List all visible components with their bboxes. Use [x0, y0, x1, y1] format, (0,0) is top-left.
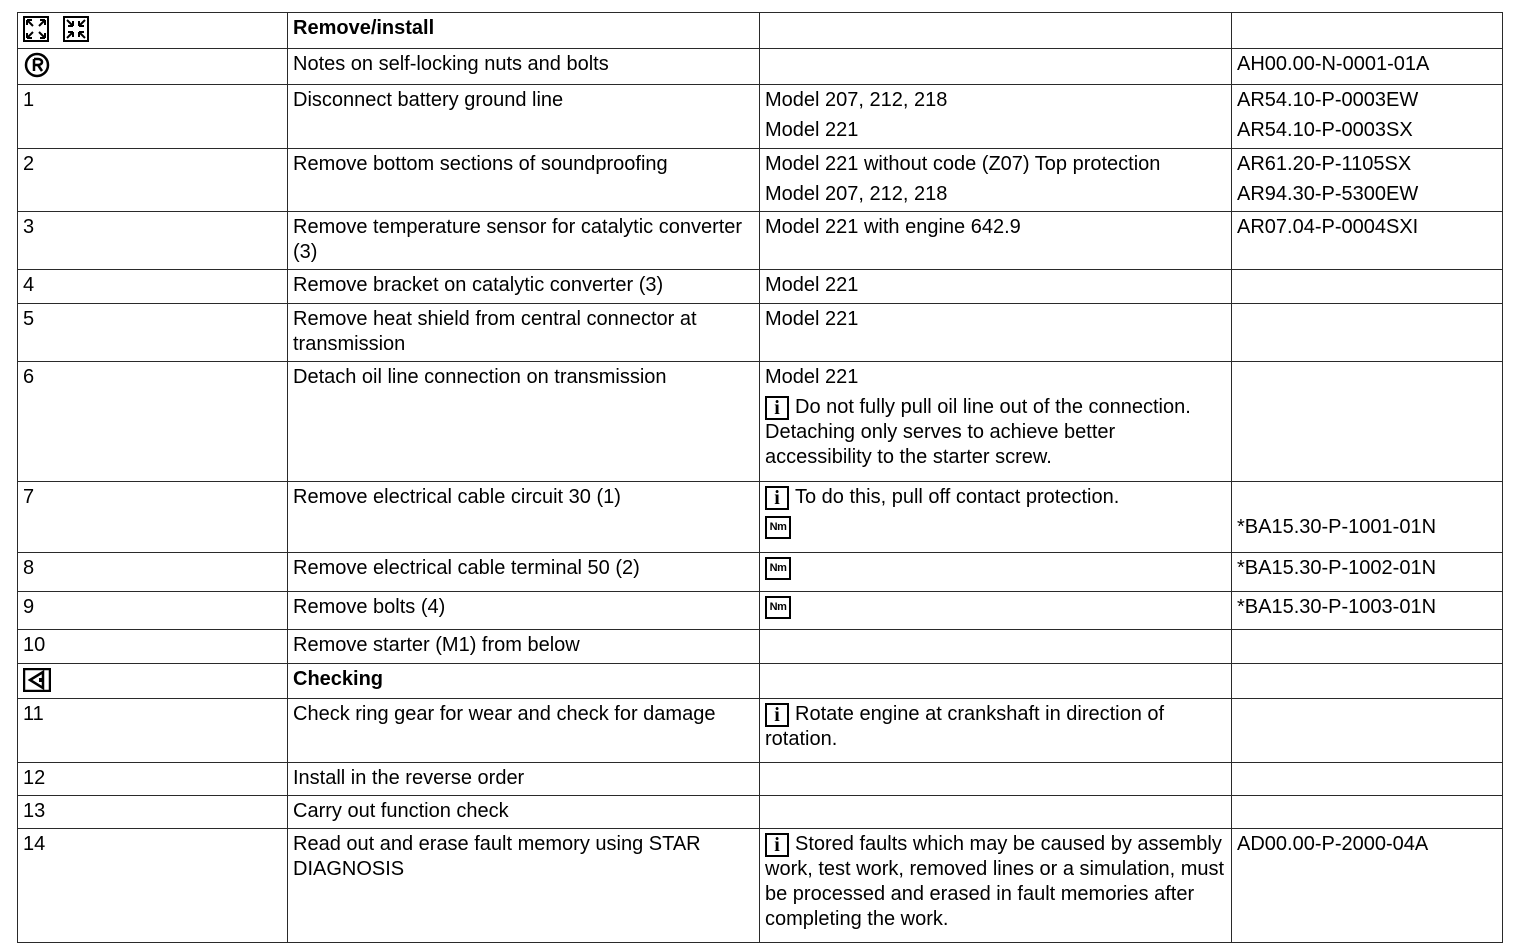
- step-references: [1232, 829, 1503, 943]
- step-number: 13: [18, 796, 288, 829]
- step-conditions: [760, 212, 1232, 270]
- note-text: To do this, pull off contact protection.: [795, 486, 1120, 508]
- empty-cell: [1232, 270, 1503, 304]
- reference-link[interactable]: *BA15.30-P-1003-01N: [1237, 596, 1437, 618]
- step-conditions: [760, 699, 1232, 763]
- table-row: [18, 796, 1503, 829]
- reference-link[interactable]: AR54.10-P-0003SX: [1237, 119, 1413, 141]
- reference-link[interactable]: AR07.04-P-0004SXI: [1237, 216, 1419, 238]
- table-row: [18, 362, 1503, 482]
- info-icon: i: [765, 703, 789, 727]
- step-conditions: [760, 482, 1232, 553]
- note-block: [765, 395, 1226, 470]
- notes-text: Notes on self-locking nuts and bolts: [288, 49, 760, 85]
- table-row: [18, 829, 1503, 943]
- condition: Model 221: [765, 119, 859, 141]
- step-conditions: [760, 592, 1232, 630]
- step-text: Remove bottom sections of soundproofing: [288, 149, 760, 212]
- step-conditions: [760, 553, 1232, 592]
- step-references: [1232, 85, 1503, 149]
- checking-title: Checking: [288, 664, 760, 699]
- table-row: [18, 85, 1503, 149]
- step-number: 5: [18, 304, 288, 362]
- empty-cell: [1232, 664, 1503, 699]
- empty-cell: [760, 49, 1232, 85]
- condition: Model 207, 212, 218: [765, 89, 948, 111]
- condition: Model 221: [765, 274, 859, 296]
- note-text: Do not fully pull oil line out of the connection. Detaching only serves to achieve better accessibility to the starter screw.: [765, 396, 1191, 468]
- table-row: [18, 212, 1503, 270]
- table-row: [18, 553, 1503, 592]
- table-row: [18, 763, 1503, 796]
- table-row-checking: [18, 664, 1503, 699]
- checking-icon-cell: [18, 664, 288, 699]
- empty-cell: [1232, 13, 1503, 49]
- note-block: [765, 485, 1226, 510]
- step-text: Remove bracket on catalytic converter (3): [288, 270, 760, 304]
- step-number: 1: [18, 85, 288, 149]
- step-references: [1232, 212, 1503, 270]
- empty-cell: [760, 763, 1232, 796]
- checking-icon: [23, 668, 51, 692]
- torque-icon[interactable]: Nm: [765, 596, 791, 619]
- step-text: Remove electrical cable terminal 50 (2): [288, 553, 760, 592]
- table-row: [18, 630, 1503, 664]
- info-icon: i: [765, 396, 789, 420]
- condition: Model 221 with engine 642.9: [765, 216, 1021, 238]
- table-row: [18, 482, 1503, 553]
- empty-cell: [1232, 796, 1503, 829]
- torque-icon[interactable]: Nm: [765, 516, 791, 539]
- reference-link[interactable]: *BA15.30-P-1001-01N: [1237, 516, 1437, 538]
- step-text: Detach oil line connection on transmission: [288, 362, 760, 482]
- step-references: [1232, 592, 1503, 630]
- step-text: Disconnect battery ground line: [288, 85, 760, 149]
- step-conditions: [760, 362, 1232, 482]
- install-icon: [63, 16, 89, 42]
- condition: Model 221: [765, 308, 859, 330]
- torque-line: [765, 515, 1226, 540]
- step-text: Read out and erase fault memory using STAR DIAGNOSIS: [288, 829, 760, 943]
- reference-link[interactable]: AR54.10-P-0003EW: [1237, 89, 1419, 111]
- header-icons-cell: [18, 13, 288, 49]
- step-references: [1232, 482, 1503, 553]
- step-conditions: [760, 829, 1232, 943]
- condition: Model 221: [765, 366, 859, 388]
- step-number: 2: [18, 149, 288, 212]
- reference-link[interactable]: AR61.20-P-1105SX: [1237, 153, 1412, 175]
- info-icon: i: [765, 486, 789, 510]
- step-number: 6: [18, 362, 288, 482]
- step-references: [1232, 553, 1503, 592]
- reference-link[interactable]: *BA15.30-P-1002-01N: [1237, 557, 1437, 579]
- empty-cell: [760, 796, 1232, 829]
- step-number: 3: [18, 212, 288, 270]
- step-number: 8: [18, 553, 288, 592]
- table-row: [18, 592, 1503, 630]
- step-references: [1232, 149, 1503, 212]
- step-number: 12: [18, 763, 288, 796]
- step-conditions: [760, 149, 1232, 212]
- note-text: Rotate engine at crankshaft in direction of rotation.: [765, 703, 1165, 750]
- note-text: Stored faults which may be caused by assembly work, test work, removed lines or a simulation, must be processed and erased in fault memories after completing the work.: [765, 833, 1225, 930]
- empty-cell: [1232, 763, 1503, 796]
- step-text: Check ring gear for wear and check for damage: [288, 699, 760, 763]
- reference-link[interactable]: AD00.00-P-2000-04A: [1237, 833, 1429, 855]
- condition: Model 221 without code (Z07) Top protection: [765, 153, 1161, 175]
- step-text: Carry out function check: [288, 796, 760, 829]
- step-conditions: [760, 270, 1232, 304]
- reference-link[interactable]: AR94.30-P-5300EW: [1237, 183, 1419, 205]
- remove-icon: [23, 16, 49, 42]
- step-text: Remove starter (M1) from below: [288, 630, 760, 664]
- notes-reference[interactable]: AH00.00-N-0001-01A: [1232, 49, 1503, 85]
- info-icon: i: [765, 833, 789, 857]
- table-row: [18, 699, 1503, 763]
- step-text: Remove temperature sensor for catalytic converter (3): [288, 212, 760, 270]
- condition: Model 207, 212, 218: [765, 183, 948, 205]
- table-row-header: [18, 13, 1503, 49]
- empty-cell: [1232, 630, 1503, 664]
- step-number: 14: [18, 829, 288, 943]
- step-number: 10: [18, 630, 288, 664]
- table-row: [18, 149, 1503, 212]
- step-number: 11: [18, 699, 288, 763]
- step-conditions: [760, 304, 1232, 362]
- table-row: [18, 304, 1503, 362]
- table-row: [18, 270, 1503, 304]
- note-block: [765, 702, 1226, 752]
- section-title: Remove/install: [288, 13, 760, 49]
- step-text: Install in the reverse order: [288, 763, 760, 796]
- step-number: 9: [18, 592, 288, 630]
- notes-icon-cell: [18, 49, 288, 85]
- empty-cell: [760, 664, 1232, 699]
- table-row-notes: [18, 49, 1503, 85]
- step-conditions: [760, 85, 1232, 149]
- empty-cell: [1232, 699, 1503, 763]
- empty-cell: [1232, 362, 1503, 482]
- step-text: Remove heat shield from central connector at transmission: [288, 304, 760, 362]
- step-number: 7: [18, 482, 288, 553]
- note-block: [765, 832, 1226, 932]
- step-number: 4: [18, 270, 288, 304]
- empty-cell: [1232, 304, 1503, 362]
- procedure-table: [17, 12, 1503, 943]
- empty-cell: [760, 13, 1232, 49]
- step-text: Remove bolts (4): [288, 592, 760, 630]
- torque-icon[interactable]: Nm: [765, 557, 791, 580]
- empty-cell: [760, 630, 1232, 664]
- step-text: Remove electrical cable circuit 30 (1): [288, 482, 760, 553]
- self-locking-note-icon: [23, 52, 51, 78]
